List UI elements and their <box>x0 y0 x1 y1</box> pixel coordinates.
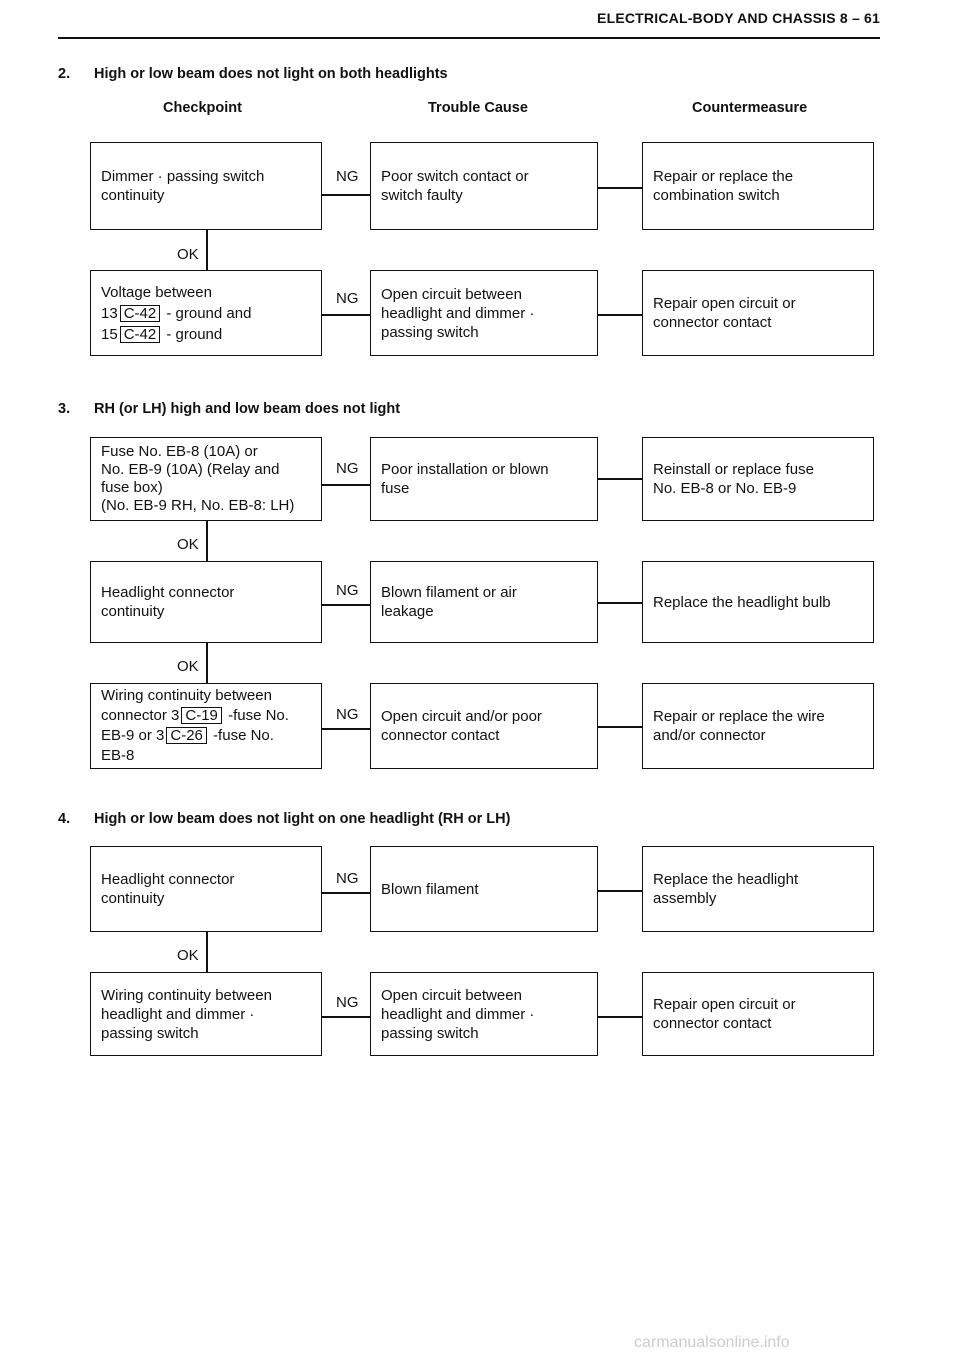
connector-line <box>322 314 370 316</box>
checkpoint-text: Dimmer · passing switch continuity <box>101 168 265 204</box>
connector-line <box>322 604 370 606</box>
section-title: RH (or LH) high and low beam does not light <box>94 401 401 417</box>
checkpoint-text: Voltage between <box>101 283 212 301</box>
column-header-countermeasure: Countermeasure <box>692 100 808 116</box>
section-4-heading <box>58 811 510 827</box>
section-3-heading <box>58 401 400 417</box>
ng-label: NG <box>336 168 359 185</box>
ng-label: NG <box>336 870 359 887</box>
countermeasure-box <box>642 683 874 769</box>
column-header-checkpoint: Checkpoint <box>163 100 242 116</box>
section-number: 4. <box>58 811 71 827</box>
connector-label: C-42 <box>120 326 161 343</box>
checkpoint-box <box>90 846 322 932</box>
checkpoint-text: Fuse No. EB-8 (10A) or No. EB-9 (10A) (Relay and fuse box) (No. EB-9 RH, No. EB-8: LH) <box>101 443 295 514</box>
ng-label: NG <box>336 994 359 1011</box>
connector-label: C-19 <box>181 707 222 724</box>
countermeasure-text: Repair or replace the combination switch <box>653 168 794 204</box>
cause-text: Blown filament <box>381 880 479 898</box>
connector-line <box>598 314 642 316</box>
cause-text: Poor installation or blown fuse <box>381 461 549 497</box>
section-number: 2. <box>58 66 71 82</box>
header-rule <box>58 37 880 39</box>
checkpoint-box <box>90 972 322 1056</box>
ng-label: NG <box>336 460 359 477</box>
cause-text: Blown filament or air leakage <box>381 584 517 620</box>
countermeasure-box <box>642 561 874 643</box>
countermeasure-text: Repair or replace the wire and/or connector <box>653 708 825 744</box>
checkpoint-text: EB-8 <box>101 747 135 764</box>
pin-number: 15 <box>101 325 118 343</box>
connector-line <box>322 1016 370 1018</box>
cause-box <box>370 142 598 230</box>
checkpoint-box <box>90 142 322 230</box>
ng-label: NG <box>336 582 359 599</box>
page-header: ELECTRICAL-BODY AND CHASSIS 8 – 61 <box>597 10 880 26</box>
checkpoint-text: Headlight connector continuity <box>101 871 235 907</box>
checkpoint-text: - ground <box>162 325 223 343</box>
connector-line <box>322 194 370 196</box>
checkpoint-text: Wiring continuity between <box>101 687 272 704</box>
countermeasure-box <box>642 846 874 932</box>
flow-line <box>206 521 208 561</box>
cause-box <box>370 270 598 356</box>
connector-line <box>322 484 370 486</box>
flow-line <box>206 643 208 683</box>
section-number: 3. <box>58 401 71 417</box>
connector-line <box>322 892 370 894</box>
ng-label: NG <box>336 290 359 307</box>
connector-label: C-26 <box>166 727 207 744</box>
cause-box <box>370 437 598 521</box>
countermeasure-text: Reinstall or replace fuse No. EB-8 or No. EB-9 <box>653 461 814 497</box>
cause-box <box>370 972 598 1056</box>
checkpoint-box <box>90 437 322 521</box>
countermeasure-box <box>642 437 874 521</box>
checkpoint-text: Wiring continuity between headlight and dimmer · passing switch <box>101 986 272 1042</box>
cause-box <box>370 846 598 932</box>
connector-line <box>598 478 642 480</box>
section-2-heading <box>58 66 448 82</box>
connector-line <box>598 602 642 604</box>
checkpoint-text: - ground and <box>162 304 252 322</box>
connector-line <box>598 1016 642 1018</box>
cause-box <box>370 561 598 643</box>
connector-label: C-42 <box>120 305 161 322</box>
connector-line <box>322 728 370 730</box>
ok-label: OK <box>177 947 199 964</box>
pin-number: 13 <box>101 304 118 322</box>
flow-line <box>206 230 208 270</box>
ok-label: OK <box>177 658 199 675</box>
checkpoint-box <box>90 683 322 769</box>
countermeasure-box <box>642 972 874 1056</box>
connector-line <box>598 890 642 892</box>
countermeasure-box <box>642 270 874 356</box>
ok-label: OK <box>177 246 199 263</box>
checkpoint-text: connector 3 <box>101 707 180 724</box>
countermeasure-text: Repair open circuit or connector contact <box>653 295 796 331</box>
countermeasure-box <box>642 142 874 230</box>
cause-text: Open circuit between headlight and dimmer · passing switch <box>381 986 535 1042</box>
ng-label: NG <box>336 706 359 723</box>
section-title: High or low beam does not light on both headlights <box>94 66 448 82</box>
connector-line <box>598 726 642 728</box>
ok-label: OK <box>177 536 199 553</box>
countermeasure-text: Replace the headlight assembly <box>653 871 799 907</box>
cause-box <box>370 683 598 769</box>
column-header-cause: Trouble Cause <box>428 100 528 116</box>
checkpoint-text: -fuse No. <box>208 727 274 744</box>
countermeasure-text: Replace the headlight bulb <box>653 593 831 611</box>
cause-text: Open circuit and/or poor connector contact <box>381 708 542 744</box>
checkpoint-text: Headlight connector continuity <box>101 584 235 620</box>
cause-text: Poor switch contact or switch faulty <box>381 168 529 204</box>
connector-line <box>598 187 642 189</box>
section-title: High or low beam does not light on one headlight (RH or LH) <box>94 811 511 827</box>
checkpoint-text: EB-9 or 3 <box>101 727 165 744</box>
checkpoint-text: -fuse No. <box>223 707 289 724</box>
flow-line <box>206 932 208 972</box>
countermeasure-text: Repair open circuit or connector contact <box>653 996 796 1032</box>
checkpoint-box <box>90 561 322 643</box>
checkpoint-box <box>90 270 322 356</box>
watermark: carmanualsonline.info <box>634 1334 790 1351</box>
cause-text: Open circuit between headlight and dimmer · passing switch <box>381 285 535 341</box>
